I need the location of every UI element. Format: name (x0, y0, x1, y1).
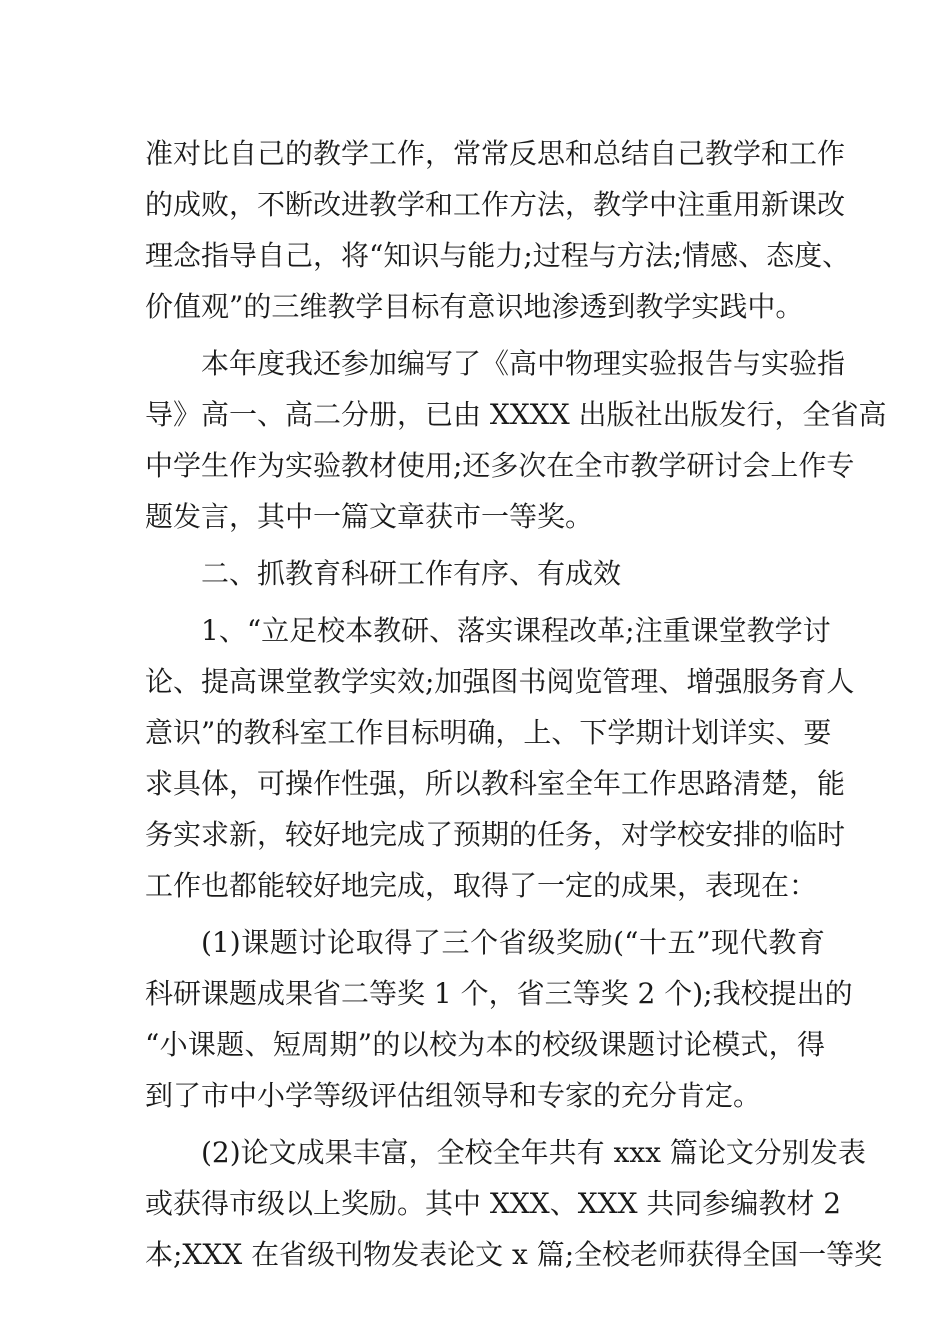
paragraph-line: 到了市中小学等级评估组领导和专家的充分肯定。 (145, 1079, 762, 1112)
paragraph-line: 或获得市级以上奖励。其中 XXX、XXX 共同参编教材 2 (145, 1187, 842, 1220)
paragraph-line: 理念指导自己，将“知识与能力;过程与方法;情感、态度、 (145, 239, 851, 272)
paragraph-line: 科研课题成果省二等奖 1 个，省三等奖 2 个);我校提出的 (145, 977, 853, 1010)
paragraph-line: 准对比自己的教学工作，常常反思和总结自己教学和工作 (145, 137, 846, 170)
paragraph-line: “小课题、短周期”的以校为本的校级课题讨论模式，得 (145, 1028, 825, 1061)
paragraph-line: (1)课题讨论取得了三个省级奖励(“十五”现代教育 (201, 926, 825, 959)
paragraph-line: 的成败，不断改进教学和工作方法，教学中注重用新课改 (145, 188, 846, 221)
paragraph-line: 工作也都能较好地完成，取得了一定的成果，表现在： (145, 869, 818, 902)
paragraph-line: 价值观”的三维教学目标有意识地渗透到教学实践中。 (145, 290, 804, 323)
paragraph-line: 本;XXX 在省级刊物发表论文 x 篇;全校老师获得全国一等奖 (145, 1238, 883, 1271)
paragraph-line: 务实求新，较好地完成了预期的任务，对学校安排的临时 (145, 818, 846, 851)
paragraph-line: 求具体，可操作性强，所以教科室全年工作思路清楚，能 (145, 767, 846, 800)
paragraph-line: 中学生作为实验教材使用;还多次在全市教学研讨会上作专 (145, 449, 855, 482)
section-heading: 二、抓教育科研工作有序、有成效 (201, 557, 622, 590)
paragraph-line: 意识”的教科室工作目标明确，上、下学期计划详实、要 (145, 716, 832, 749)
paragraph-line: 题发言，其中一篇文章获市一等奖。 (145, 500, 594, 533)
paragraph-line: 1、“立足校本教研、落实课程改革;注重课堂教学讨 (201, 614, 831, 647)
paragraph-line: (2)论文成果丰富，全校全年共有 xxx 篇论文分别发表 (201, 1136, 866, 1169)
paragraph-line: 本年度我还参加编写了《高中物理实验报告与实验指 (201, 347, 846, 380)
paragraph-line: 导》高一、高二分册，已由 XXXX 出版社出版发行，全省高 (145, 398, 887, 431)
document-body (145, 128, 887, 1280)
paragraph-line: 论、提高课堂教学实效;加强图书阅览管理、增强服务育人 (145, 665, 855, 698)
